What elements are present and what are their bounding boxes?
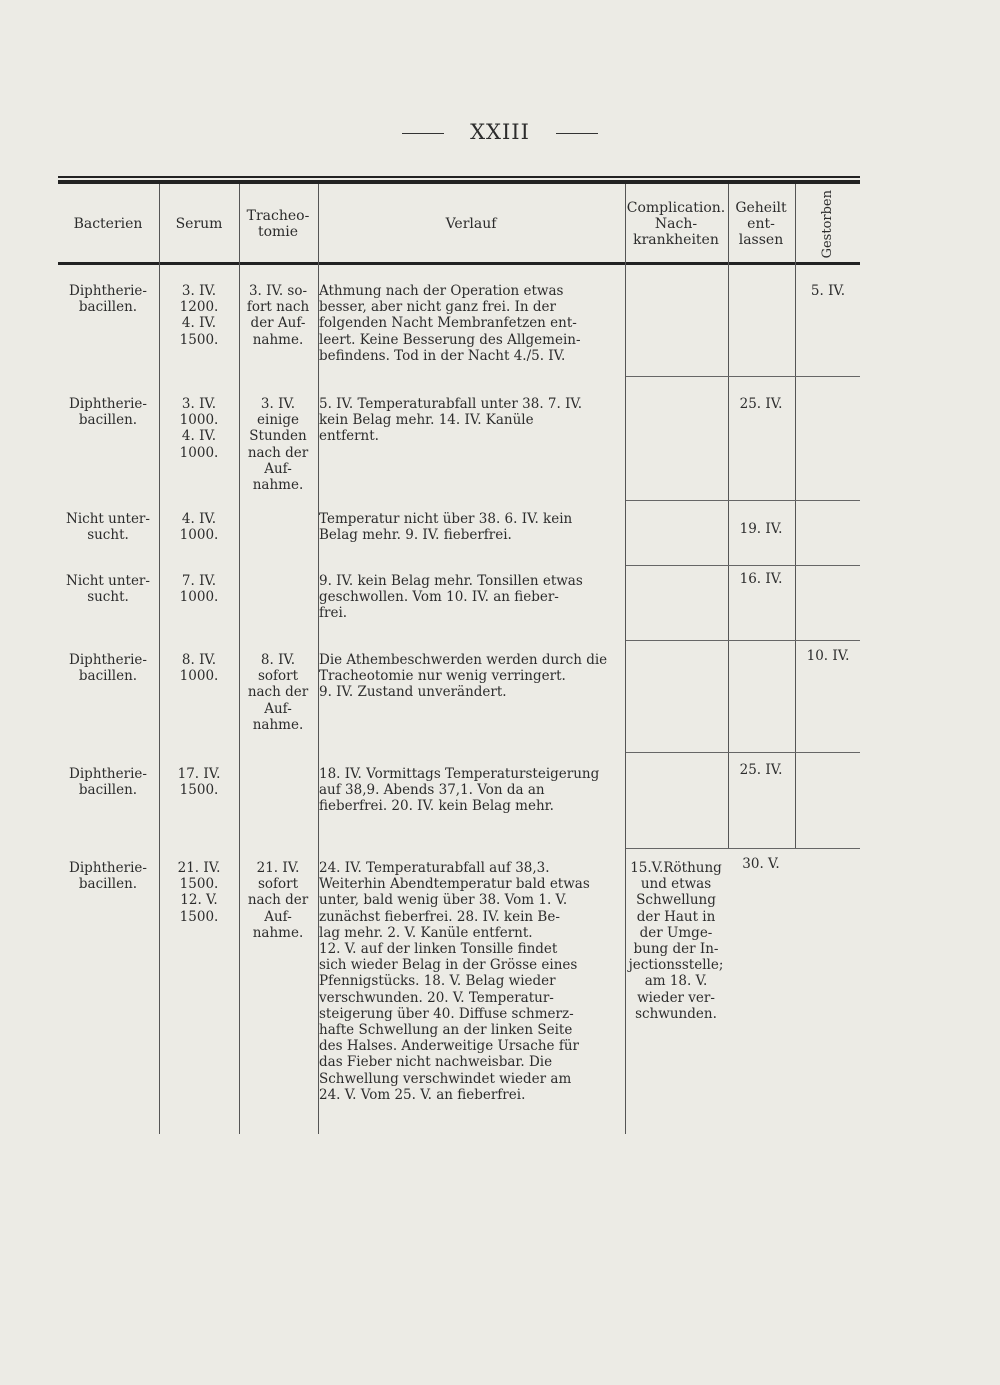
cell-line: 7. IV. — [181, 573, 217, 589]
cell-line: 1000. — [179, 668, 219, 685]
cell-line: 1500. — [179, 876, 219, 893]
cell-line: hafte Schwellung an der linken Seite — [319, 1022, 573, 1039]
header-gestorben-label: Gestorben — [820, 189, 835, 259]
cell-line: am 18. V. — [644, 973, 708, 990]
cell-line: 3. IV. — [181, 283, 217, 299]
cell-line: 9. IV. kein Belag mehr. Tonsillen etwas — [319, 573, 583, 589]
cell-line: 5. IV. — [810, 283, 846, 299]
cell-line: Diphtherie- — [69, 860, 147, 876]
cell-line: auf 38,9. Abends 37,1. Von da an — [319, 782, 545, 799]
table-row-3-serum — [160, 511, 238, 543]
table-top-rule — [58, 176, 860, 178]
table-row-2-geheilt — [729, 396, 793, 412]
table-row-7-bacterien — [58, 860, 158, 892]
cell-line: 10. IV. — [806, 648, 850, 664]
cell-line: bacillen. — [78, 782, 138, 799]
cell-line: Athmung nach der Operation etwas — [319, 283, 564, 299]
table-row-1-serum — [160, 283, 238, 348]
cell-line: Diphtherie- — [69, 652, 147, 668]
row-separator — [626, 752, 860, 753]
cell-line: das Fieber nicht nachweisbar. Die — [319, 1054, 553, 1071]
cell-line: 12. V. — [180, 892, 218, 909]
table-row-2-verlauf — [319, 396, 623, 445]
cell-line: Diphtherie- — [69, 396, 147, 412]
header-tracheotomie — [240, 184, 316, 264]
header-verlauf — [319, 184, 623, 264]
cell-line: nahme. — [252, 924, 304, 941]
cell-line: 1500. — [179, 908, 219, 925]
cell-line: 1200. — [179, 299, 219, 316]
table-row-3-verlauf — [319, 511, 623, 543]
cell-line: 4. IV. — [181, 511, 217, 527]
table-row-5-verlauf — [319, 652, 623, 701]
header-dash-right — [556, 133, 598, 134]
cell-line: bacillen. — [78, 668, 138, 685]
cell-line: Pfennigstücks. 18. V. Belag wieder — [319, 973, 556, 990]
table-row-5-bacterien — [58, 652, 158, 684]
header-serum-label: Serum — [175, 216, 223, 232]
cell-line: lag mehr. 2. V. Kanüle entfernt. — [319, 924, 533, 941]
table-row-1-tracheotomie — [240, 283, 316, 348]
cell-line: 1000. — [179, 589, 219, 606]
table-row-7-geheilt — [729, 856, 793, 872]
cell-line: jectionsstelle; — [628, 957, 724, 974]
cell-line: entfernt. — [319, 428, 379, 445]
cell-line: 12. V. auf der linken Tonsille findet — [319, 941, 558, 958]
table-row-6-geheilt — [729, 762, 793, 778]
page-header — [0, 120, 1000, 144]
row-separator — [626, 848, 860, 849]
cell-line: 30. V. — [742, 856, 780, 872]
cell-line: 8. IV. — [260, 652, 296, 668]
row-separator — [626, 565, 860, 566]
cell-line: Temperatur nicht über 38. 6. IV. kein — [319, 511, 573, 527]
cell-line: folgenden Nacht Membranfetzen ent- — [319, 315, 577, 332]
header-bacterien — [58, 184, 158, 264]
cell-line: bacillen. — [78, 299, 138, 316]
cell-line: Nicht unter- — [66, 573, 150, 589]
table-row-2-tracheotomie — [240, 396, 316, 493]
header-serum — [160, 184, 238, 264]
header-complication — [626, 184, 726, 264]
header-geheilt-line: lassen — [738, 232, 784, 248]
cell-line: bacillen. — [78, 412, 138, 429]
page-number: XXIII — [470, 120, 530, 144]
cell-line: 1000. — [179, 412, 219, 429]
cell-line: 1000. — [179, 527, 219, 544]
cell-line: nach der — [247, 684, 309, 701]
header-bacterien-label: Bacterien — [73, 216, 143, 232]
table-row-5-serum — [160, 652, 238, 684]
row-separator — [626, 640, 860, 641]
cell-line: 4. IV. — [181, 315, 217, 332]
cell-line: Auf- — [264, 700, 292, 717]
table-row-7-verlauf — [319, 860, 623, 1103]
cell-line: 19. IV. — [739, 521, 783, 537]
table-row-1-verlauf — [319, 283, 623, 364]
cell-line: leert. Keine Besserung des Allgemein- — [319, 331, 581, 348]
divider-geheilt — [728, 184, 729, 849]
cell-line: Schwellung — [636, 892, 716, 909]
cell-line: Belag mehr. 9. IV. fieberfrei. — [319, 527, 512, 544]
cell-line: sofort — [257, 876, 299, 893]
cell-line: steigerung über 40. Diffuse schmerz- — [319, 1005, 574, 1022]
table-row-4-verlauf — [319, 573, 623, 622]
row-separator — [626, 376, 860, 377]
cell-line: Auf- — [264, 460, 292, 477]
cell-line: 5. IV. Temperaturabfall unter 38. 7. IV. — [319, 396, 583, 412]
cell-line: frei. — [319, 605, 348, 622]
table-row-5-tracheotomie — [240, 652, 316, 733]
cell-line: fieberfrei. 20. IV. kein Belag mehr. — [319, 798, 554, 815]
cell-line: 17. IV. — [177, 766, 221, 782]
cell-line: nahme. — [252, 331, 304, 348]
cell-line: 21. IV. — [256, 860, 300, 876]
cell-line: 8. IV. — [181, 652, 217, 668]
cell-line: wieder ver- — [637, 989, 715, 1006]
header-geheilt-line: Geheilt — [735, 200, 787, 216]
table-row-3-bacterien — [58, 511, 158, 543]
cell-line: 24. V. Vom 25. V. an fieberfrei. — [319, 1086, 526, 1103]
table-row-6-serum — [160, 766, 238, 798]
cell-line: unter, bald wenig über 38. Vom 1. V. — [319, 892, 568, 909]
cell-line: 16. IV. — [739, 571, 783, 587]
table-row-3-geheilt — [729, 521, 793, 537]
cell-line: 4. IV. — [181, 428, 217, 445]
cell-line: geschwollen. Vom 10. IV. an fieber- — [319, 589, 559, 606]
cell-line: der Haut in — [636, 908, 716, 925]
cell-line: nahme. — [252, 477, 304, 494]
table-row-5-gestorben — [796, 648, 860, 664]
table-row-7-complication — [626, 860, 726, 1022]
cell-line: der Umge- — [639, 924, 713, 941]
cell-line: sofort — [257, 668, 299, 685]
cell-line: 3. IV. — [260, 396, 296, 412]
cell-line: fort nach — [246, 299, 310, 316]
cell-line: Auf- — [264, 908, 292, 925]
header-complication-line: krankheiten — [633, 232, 719, 248]
cell-line: 1500. — [179, 331, 219, 348]
cell-line: und etwas — [640, 876, 712, 893]
cell-line: Weiterhin Abendtemperatur bald etwas — [319, 876, 590, 893]
header-geheilt-line: ent- — [747, 216, 775, 232]
cell-line: 25. IV. — [739, 762, 783, 778]
table-row-4-geheilt — [729, 571, 793, 587]
cell-line: sich wieder Belag in der Grösse eines — [319, 957, 578, 974]
cell-line: bacillen. — [78, 876, 138, 893]
header-verlauf-label: Verlauf — [445, 216, 497, 232]
header-dash-left — [402, 133, 444, 134]
cell-line: befindens. Tod in der Nacht 4./5. IV. — [319, 347, 566, 364]
cell-line: sucht. — [87, 589, 129, 606]
header-tracheotomie-line: tomie — [257, 224, 299, 240]
cell-line: 15.V.Röthung — [630, 860, 722, 876]
table-row-7-tracheotomie — [240, 860, 316, 941]
header-gestorben — [796, 184, 860, 264]
cell-line: 25. IV. — [739, 396, 783, 412]
table-row-6-bacterien — [58, 766, 158, 798]
cell-line: Die Athembeschwerden werden durch die — [319, 652, 608, 668]
table-row-1-bacterien — [58, 283, 158, 315]
cell-line: 3. IV. — [181, 396, 217, 412]
table-row-2-serum — [160, 396, 238, 461]
cell-line: zunächst fieberfrei. 28. IV. kein Be- — [319, 908, 560, 925]
cell-line: kein Belag mehr. 14. IV. Kanüle — [319, 412, 534, 429]
table-row-4-bacterien — [58, 573, 158, 605]
cell-line: sucht. — [87, 527, 129, 544]
table-row-1-gestorben — [796, 283, 860, 299]
cell-line: besser, aber nicht ganz frei. In der — [319, 299, 556, 316]
cell-line: 21. IV. — [177, 860, 221, 876]
cell-line: Schwellung verschwindet wieder am — [319, 1070, 572, 1087]
cell-line: nach der — [247, 444, 309, 461]
cell-line: 9. IV. Zustand unverändert. — [319, 684, 507, 701]
cell-line: Tracheotomie nur wenig verringert. — [319, 668, 566, 685]
header-tracheotomie-line: Tracheo- — [246, 208, 310, 224]
table-row-7-serum — [160, 860, 238, 925]
cell-line: bung der In- — [633, 941, 719, 958]
row-separator — [626, 500, 860, 501]
cell-line: einige — [257, 412, 299, 429]
cell-line: 1000. — [179, 444, 219, 461]
cell-line: Diphtherie- — [69, 283, 147, 299]
table-row-2-bacterien — [58, 396, 158, 428]
cell-line: 24. IV. Temperaturabfall auf 38,3. — [319, 860, 550, 876]
table-row-6-verlauf — [319, 766, 623, 815]
cell-line: 1500. — [179, 782, 219, 799]
header-complication-line: Complication. — [626, 200, 726, 216]
cell-line: Stunden — [249, 428, 307, 445]
cell-line: 3. IV. so- — [248, 283, 308, 299]
cell-line: 18. IV. Vormittags Temperatursteigerung — [319, 766, 600, 782]
header-complication-line: Nach- — [654, 216, 698, 232]
cell-line: verschwunden. 20. V. Temperatur- — [319, 989, 554, 1006]
table-row-4-serum — [160, 573, 238, 605]
cell-line: des Halses. Anderweitige Ursache für — [319, 1038, 579, 1055]
cell-line: nahme. — [252, 716, 304, 733]
cell-line: Diphtherie- — [69, 766, 147, 782]
cell-line: der Auf- — [250, 315, 306, 332]
cell-line: nach der — [247, 892, 309, 909]
cell-line: Nicht unter- — [66, 511, 150, 527]
header-geheilt — [729, 184, 793, 264]
cell-line: schwunden. — [635, 1005, 717, 1022]
